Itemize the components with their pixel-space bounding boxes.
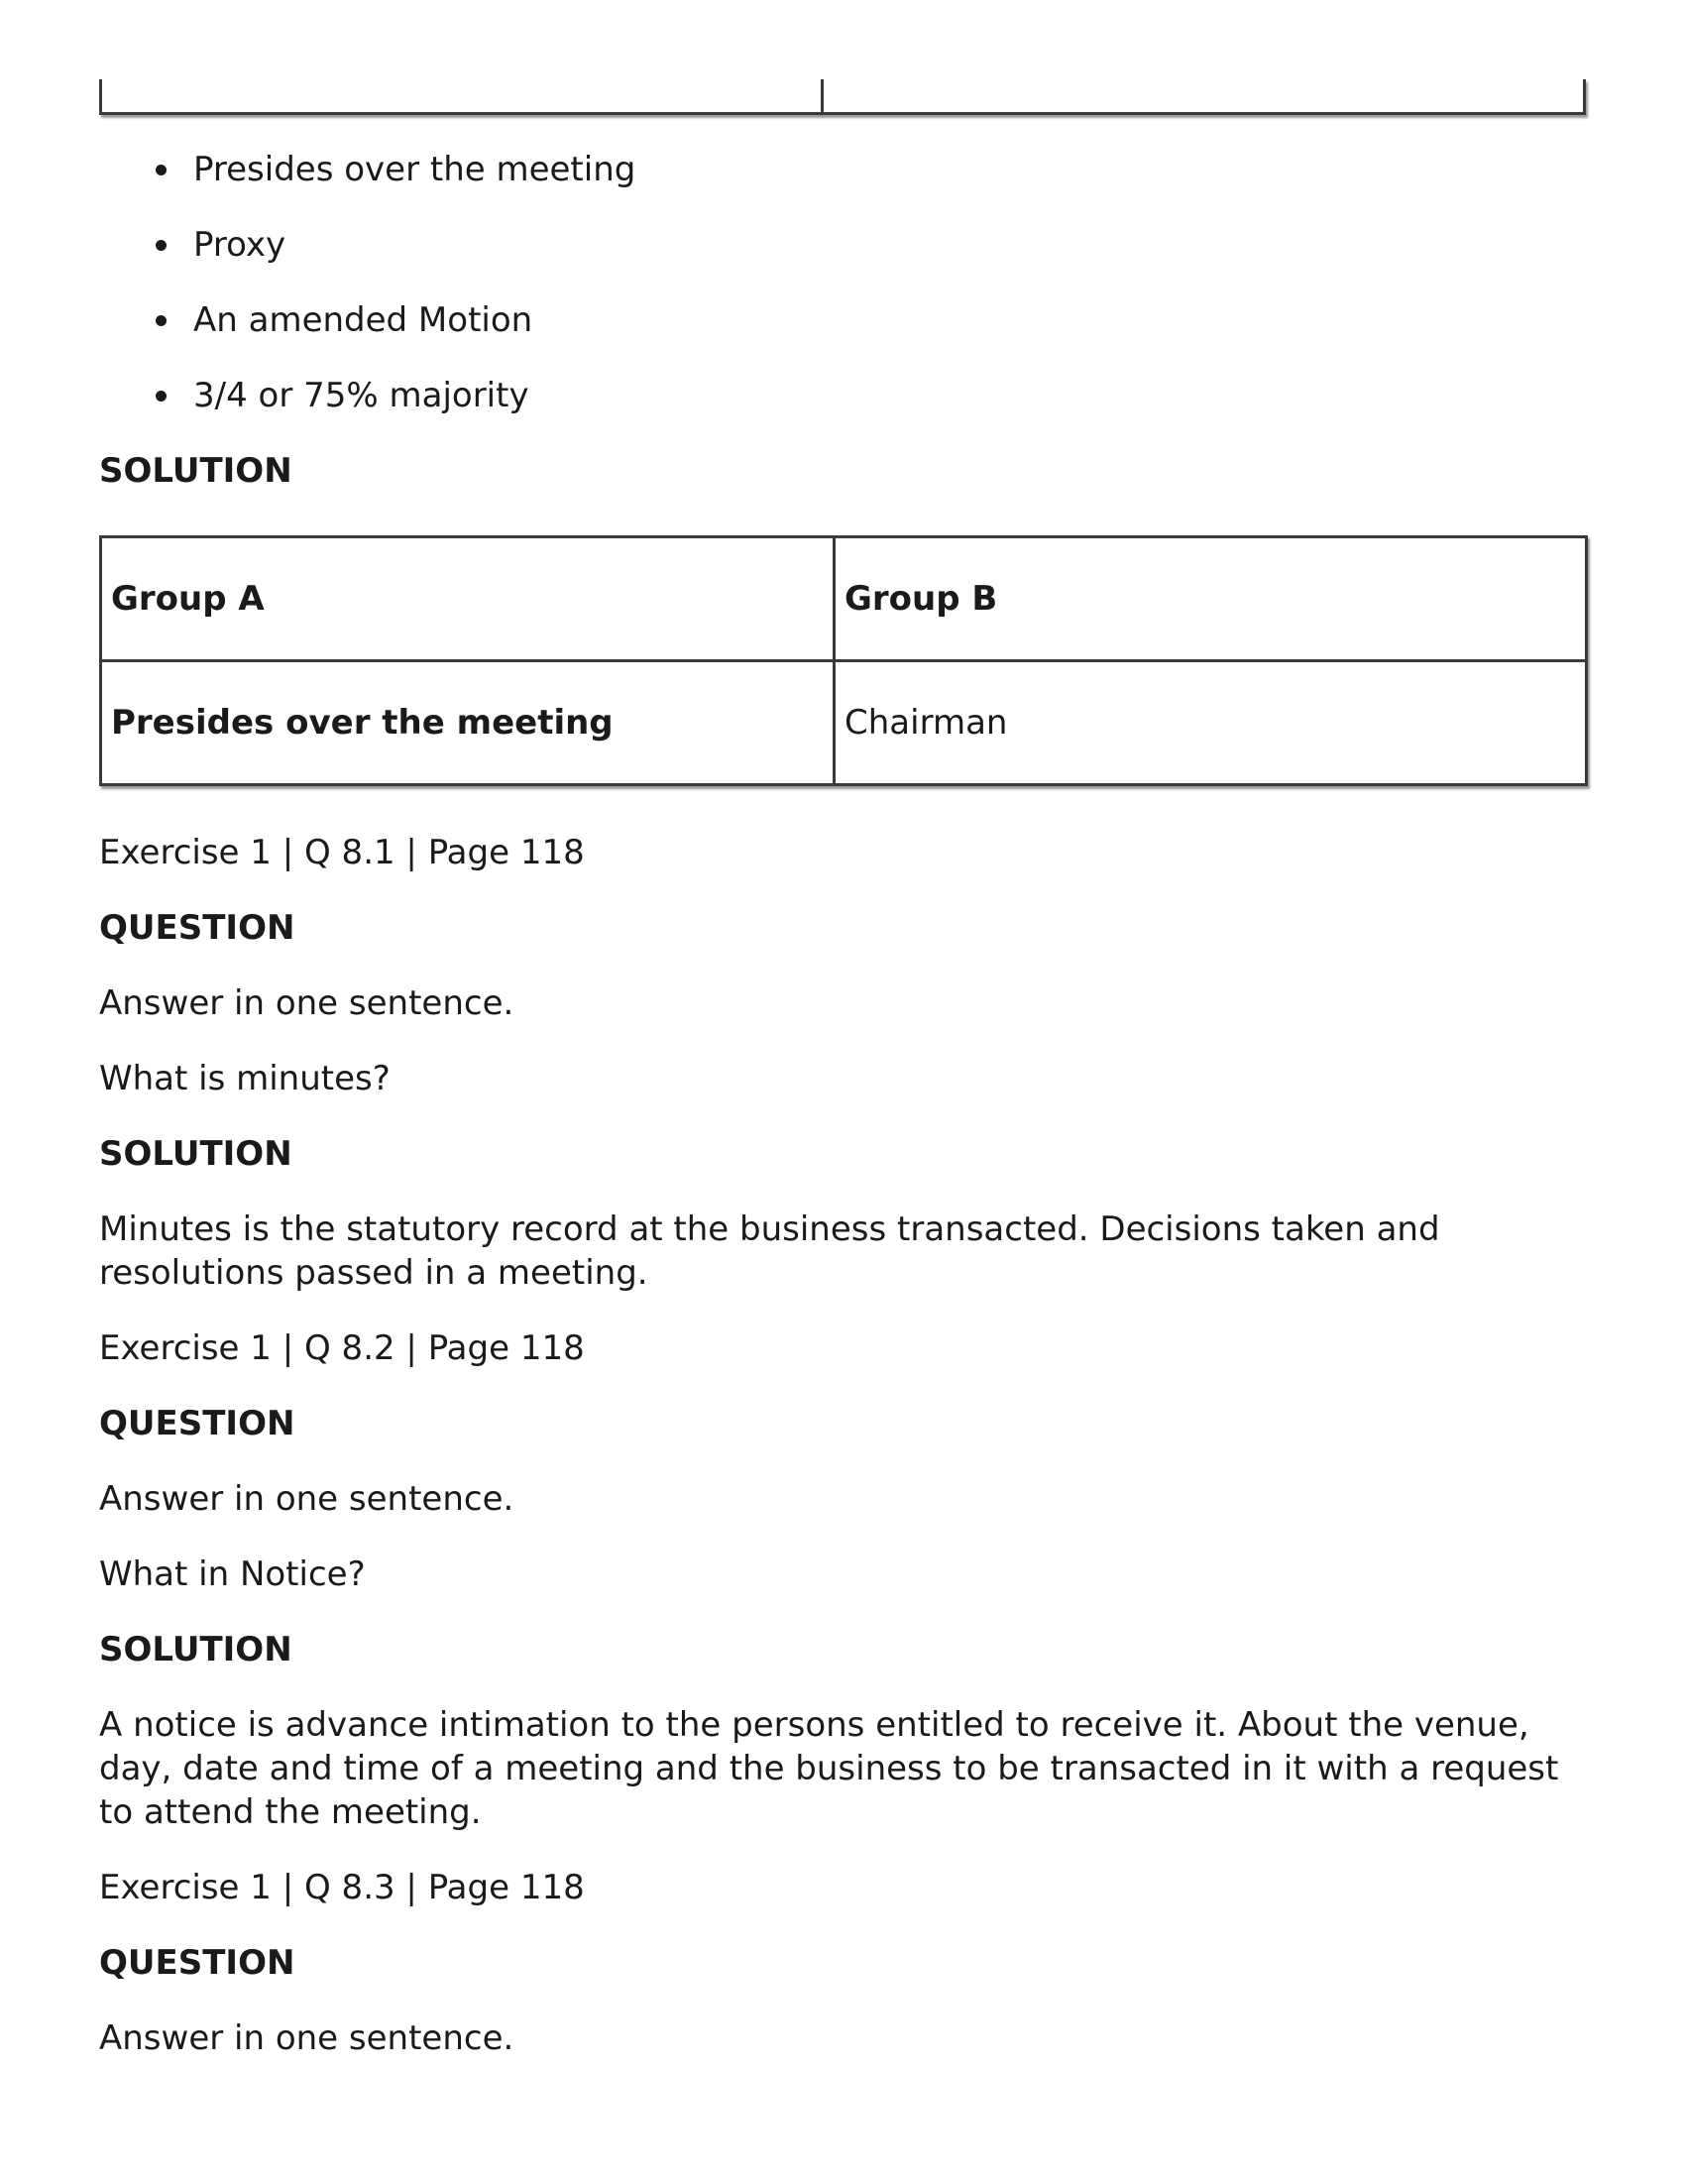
options-list <box>99 147 635 448</box>
solution-table <box>99 535 1588 786</box>
table-row <box>101 661 1587 785</box>
question-reference: Exercise 1 | Q 8.1 | Page 118 <box>99 833 585 872</box>
bullet-icon <box>156 315 167 326</box>
question-reference: Exercise 1 | Q 8.3 | Page 118 <box>99 1868 585 1907</box>
bullet-icon <box>156 165 167 175</box>
table-cell: Presides over the meeting <box>101 661 835 785</box>
table-column-divider <box>821 79 824 112</box>
question-heading: QUESTION <box>99 1943 295 1983</box>
table-cell: Chairman <box>835 661 1587 785</box>
list-item <box>99 222 635 297</box>
question-reference: Exercise 1 | Q 8.2 | Page 118 <box>99 1328 585 1368</box>
option-text: 3/4 or 75% majority <box>193 376 529 415</box>
question-instruction: Answer in one sentence. <box>99 1479 514 1519</box>
question-text: What in Notice? <box>99 1554 366 1594</box>
continued-table-bottom <box>99 79 1586 115</box>
solution-heading: SOLUTION <box>99 451 292 491</box>
table-header-cell: Group B <box>835 537 1587 661</box>
table-header-cell: Group A <box>101 537 835 661</box>
question-instruction: Answer in one sentence. <box>99 983 514 1023</box>
solution-text: Minutes is the statutory record at the business transacted. Decisions taken and resolutions passed in a meeting. <box>99 1209 1440 1293</box>
question-instruction: Answer in one sentence. <box>99 2018 514 2058</box>
table-header-row <box>101 537 1587 661</box>
option-text: An amended Motion <box>193 300 533 340</box>
list-item <box>99 147 635 222</box>
solution-text: A notice is advance intimation to the persons entitled to receive it. About the venue, day, date and time of a meeting and the business to be transacted in it with a request to attend the meeting. <box>99 1705 1559 1832</box>
question-heading: QUESTION <box>99 908 295 948</box>
bullet-icon <box>156 391 167 402</box>
bullet-icon <box>156 240 167 251</box>
list-item <box>99 297 635 373</box>
solution-heading: SOLUTION <box>99 1134 292 1174</box>
option-text: Proxy <box>193 225 286 265</box>
list-item <box>99 373 635 448</box>
option-text: Presides over the meeting <box>193 150 636 189</box>
question-heading: QUESTION <box>99 1404 295 1443</box>
solution-heading: SOLUTION <box>99 1630 292 1669</box>
question-text: What is minutes? <box>99 1059 391 1098</box>
